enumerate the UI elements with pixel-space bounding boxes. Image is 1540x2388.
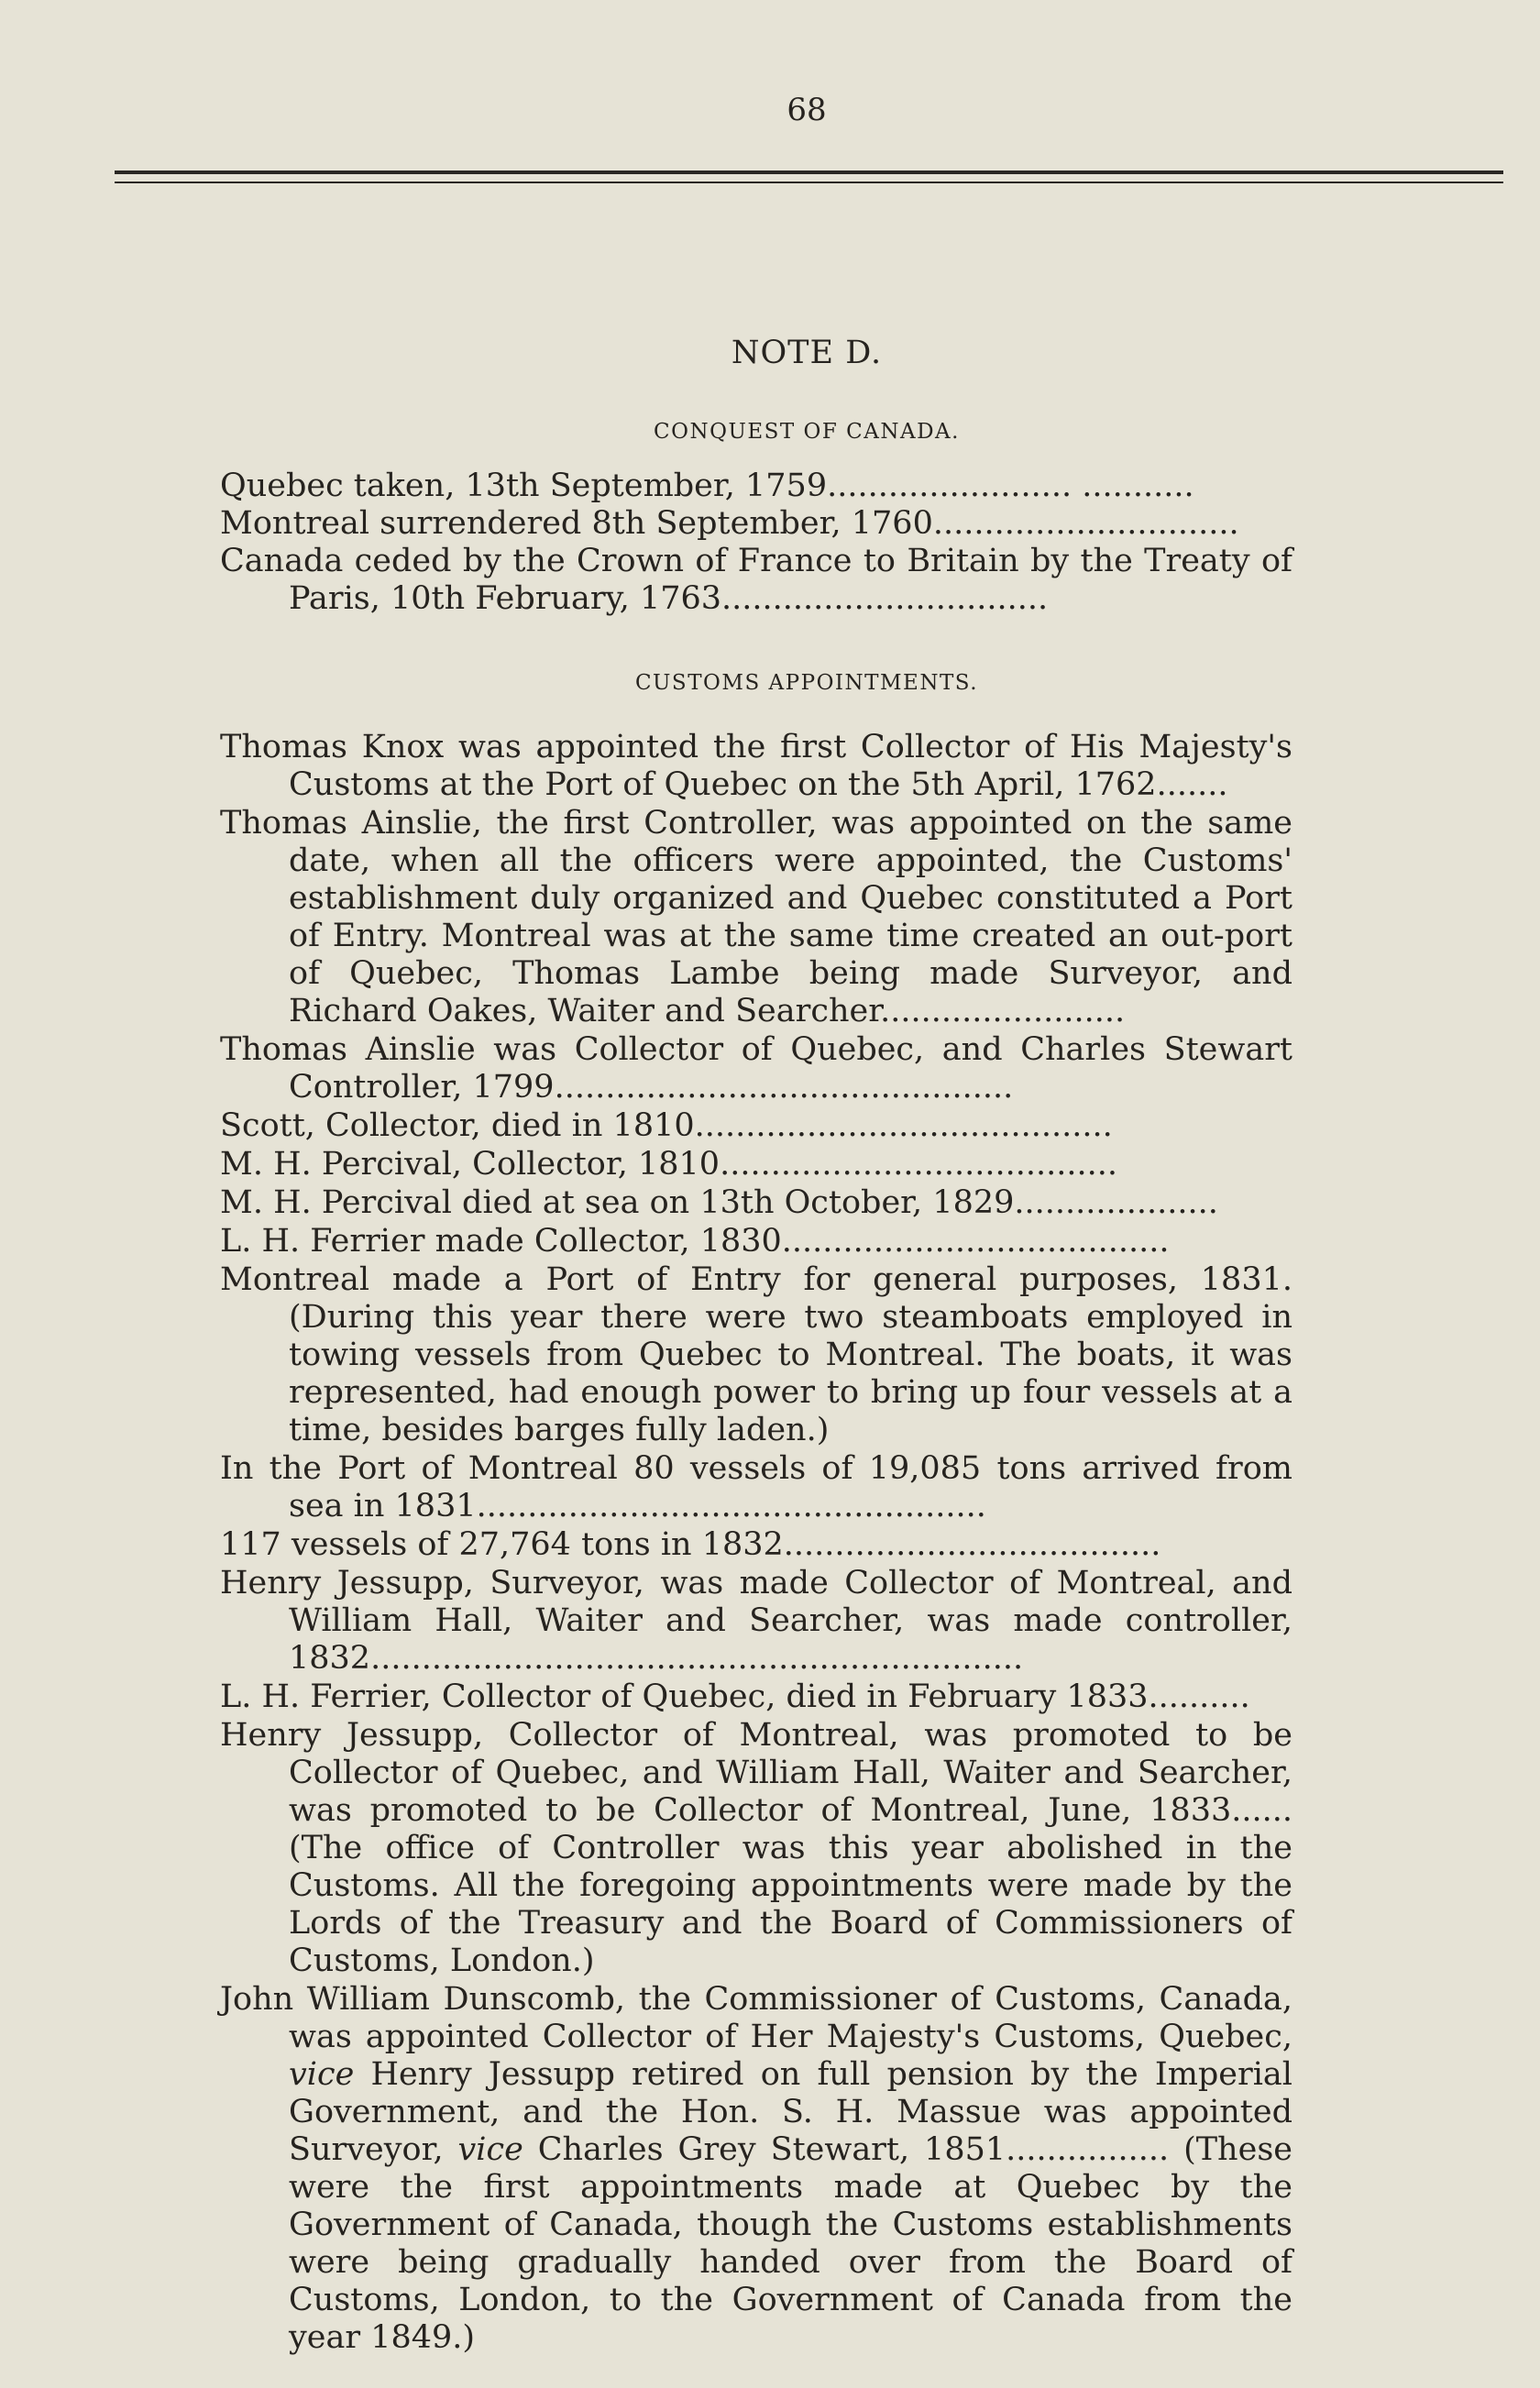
entry-jessupp-1832: Henry Jessupp, Surveyor, was made Collector of Montreal, and William Hall, Waiter and Searcher, was made controller, 1832................................................................ [220, 1565, 1292, 1677]
entry-quebec-taken: Quebec taken, 13th September, 1759........................ ........... [220, 468, 1194, 504]
entry-canada-ceded: Canada ceded by the Crown of France to Britain by the Treaty of Paris, 10th February, 1763................................ [220, 543, 1292, 617]
entry-vessels-1832: 117 vessels of 27,764 tons in 1832..................................... [220, 1526, 1161, 1563]
entry-montreal-surrendered: Montreal surrendered 8th September, 1760.............................. [220, 505, 1239, 542]
entry-percival-died: M. H. Percival died at sea on 13th October, 1829.................... [220, 1184, 1218, 1221]
entry-thomas-knox: Thomas Knox was appointed the first Collector of His Majesty's Customs at the Port of Quebec on the 5th April, 1762....... [220, 729, 1292, 803]
entry-jessupp-promoted-1833: Henry Jessupp, Collector of Montreal, was promoted to be Collector of Quebec, and William Hall, Waiter and Searcher, was promoted to be Collector of Montreal, June, 1833...... (The office of Controller was this year abolished in the Customs. All the foregoing appointments were made by the Lords of the Treasury and the Board of Commissioners of Customs, London.) [220, 1717, 1292, 1979]
conquest-entries [220, 468, 1292, 618]
entry-ferrier-died-1833: L. H. Ferrier, Collector of Quebec, died in February 1833.......... [220, 1678, 1250, 1715]
entry-dunscomb-1851: John William Dunscomb, the Commissioner of Customs, Canada, was appointed Collector of Her Majesty's Customs, Quebec, vice Henry Jessupp retired on full pension by the Imperial Government, and the Hon. S. H. Massue was appointed Surveyor, vice Charles Grey Stewart, 1851................ (These were the first appointments made at Quebec by the Government of Canada, though the Customs establishments were being gradually handed over from the Board of Customs, London, to the Government of Canada from the year 1849.) [220, 1981, 1292, 2356]
page-number: 68 [786, 92, 827, 128]
entry-thomas-ainslie-controller: Thomas Ainslie, the first Controller, was appointed on the same date, when all the officers were appointed, the Customs' establishment duly organized and Quebec constituted a Port of Entry. Montreal was at the same time created an out-port of Quebec, Thomas Lambe being made Surveyor, and Richard Oakes, Waiter and Searcher........................ [220, 805, 1292, 1029]
header-rule [115, 171, 1503, 183]
entry-vessels-1831: In the Port of Montreal 80 vessels of 19,085 tons arrived from sea in 1831.................................................. [220, 1450, 1292, 1524]
entry-ainslie-collector-1799: Thomas Ainslie was Collector of Quebec, and Charles Stewart Controller, 1799............................................. [220, 1031, 1292, 1106]
section-title-customs: CUSTOMS APPOINTMENTS. [634, 671, 979, 695]
customs-entries [220, 729, 1292, 2358]
entry-montreal-port-1831: Montreal made a Port of Entry for general purposes, 1831. (During this year there were two steamboats employed in towing vessels from Quebec to Montreal. The boats, it was represented, had enough power to bring up four vessels at a time, besides barges fully laden.) [220, 1261, 1292, 1448]
note-title: NOTE D. [731, 335, 883, 371]
entry-ferrier-1830: L. H. Ferrier made Collector, 1830...................................... [220, 1223, 1170, 1260]
section-title-conquest: CONQUEST OF CANADA. [654, 420, 960, 444]
entry-scott-1810: Scott, Collector, died in 1810......................................... [220, 1107, 1113, 1144]
entry-percival-collector: M. H. Percival, Collector, 1810....................................... [220, 1146, 1117, 1183]
